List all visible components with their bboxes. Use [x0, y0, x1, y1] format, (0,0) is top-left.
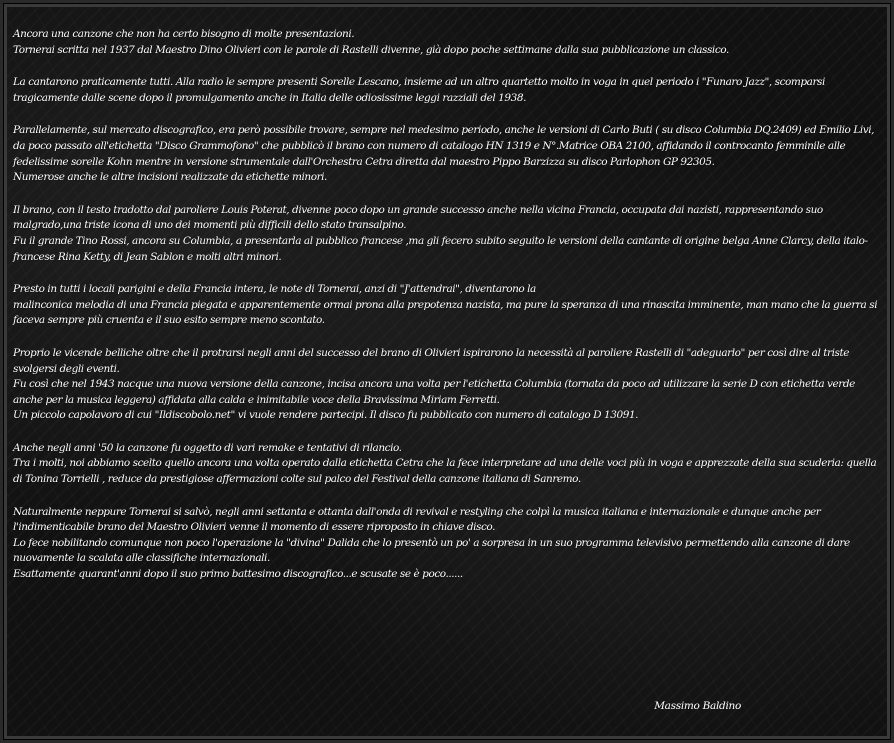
author-signature: Massimo Baldino	[654, 700, 741, 712]
article-paragraph-8: Naturalmente neppure Tornerai si salvò, negli anni settanta e ottanta dall'onda di revival e restyling che colpì la musica italiana e internazionale e dunque anche per l'indimenticabile brano del Maestro Olivieri venne il momento di essere riproposto in chiave disco. Lo fece nobilitando comunque non poco l'operazione la "divina" Dalida che lo presentò un po' a sorpresa in un suo programma televisivo permettendo alla canzone di dare nuovamente la scalata alle classifiche internazionali. Esattamente quarant'anni dopo il suo primo battesimo discografico...e scusate se è poco......	[13, 505, 850, 581]
article-paragraph-3: Parallelamente, sul mercato discografico, era però possibile trovare, sempre nel medesimo periodo, anche le versioni di Carlo Buti ( su disco Columbia DQ.2409) ed Emilio Livi, da poco passato all'etichetta "Disco Grammofono" che pubblicò il brano con numero di catalogo HN 1319 e N°.Matrice OBA 2100, affidando il controcanto femminile alle fedelissime sorelle Kohn mentre in versione strumentale dall'Orchestra Cetra diretta dal maestro Pippo Barzizza su disco Parlophon GP 92305. Numerose anche le altre incisioni realizzate da etichette minori.	[13, 124, 875, 184]
article-paragraph-2: La cantarono praticamente tutti. Alla radio le sempre presenti Sorelle Lescano, insieme ad un altro quartetto molto in voga in quel periodo i "Funaro Jazz", scomparsi tragicamente dalle scene dopo il promulgamento anche in Italia delle odiosissime leggi razziali del 1938.	[13, 76, 825, 104]
article-paragraph-4: Il brano, con il testo tradotto dal paroliere Louis Poterat, divenne poco dopo un grande successo anche nella vicina Francia, occupata dai nazisti, rappresentando suo malgrado,una triste icona di uno dei momenti più difficili dello stato transalpino. Fu il grande Tino Rossi, ancora su Columbia, a presentarla al pubblico francese ,ma gli fecero subito seguito le versioni della cantante di origine belga Anne Clarcy, della italo-francese Rina Ketty, di Jean Sablon e molti altri minori.	[13, 203, 868, 263]
article-paragraph-6: Proprio le vicende belliche oltre che il protrarsi negli anni del successo del brano di Olivieri ispirarono la necessità al paroliere Rastelli di "adeguarlo" per così dire al triste svolgersi degli eventi. Fu così che nel 1943 nacque una nuova versione della canzone, incisa ancora una volta per l'etichetta Columbia (tornata da poco ad utilizzare la serie D con etichetta verde anche per la musica leggera) affidata alla calda e inimitabile voce della Bravissima Miriam Ferretti. Un piccolo capolavoro di cui "Ildiscobolo.net" vi vuole rendere partecipi. Il disco fu pubblicato con numero di catalogo D 13091.	[13, 346, 855, 422]
article-paragraph-1: Ancora una canzone che non ha certo bisogno di molte presentazioni. Tornerai scritta nel 1937 dal Maestro Dino Olivieri con le parole di Rastelli divenne, già dopo poche settimane dalla sua pubblicazione un classico.	[13, 28, 729, 56]
article-paragraph-5: Presto in tutti i locali parigini e della Francia intera, le note di Tornerai, anzi di "J'attendrai", diventarono la malinconica melodia di una Francia piegata e apparentemente ormai prona alla prepotenza nazista, ma pure la speranza di una rinascita imminente, man mano che la guerra si faceva sempre più cruenta e il suo esito sempre meno scontato.	[13, 283, 878, 327]
article-paragraph-7: Anche negli anni '50 la canzone fu oggetto di vari remake e tentativi di rilancio. Tra i molti, noi abbiamo scelto quello ancora una volta operato dalla etichetta Cetra che la fece interpretare ad una delle voci più in voga e apprezzate della sua scuderia: quella di Tonina Torrielli , reduce da prestigiose affermazioni colte sul palco del Festival della canzone italiana di Sanremo.	[13, 441, 877, 486]
